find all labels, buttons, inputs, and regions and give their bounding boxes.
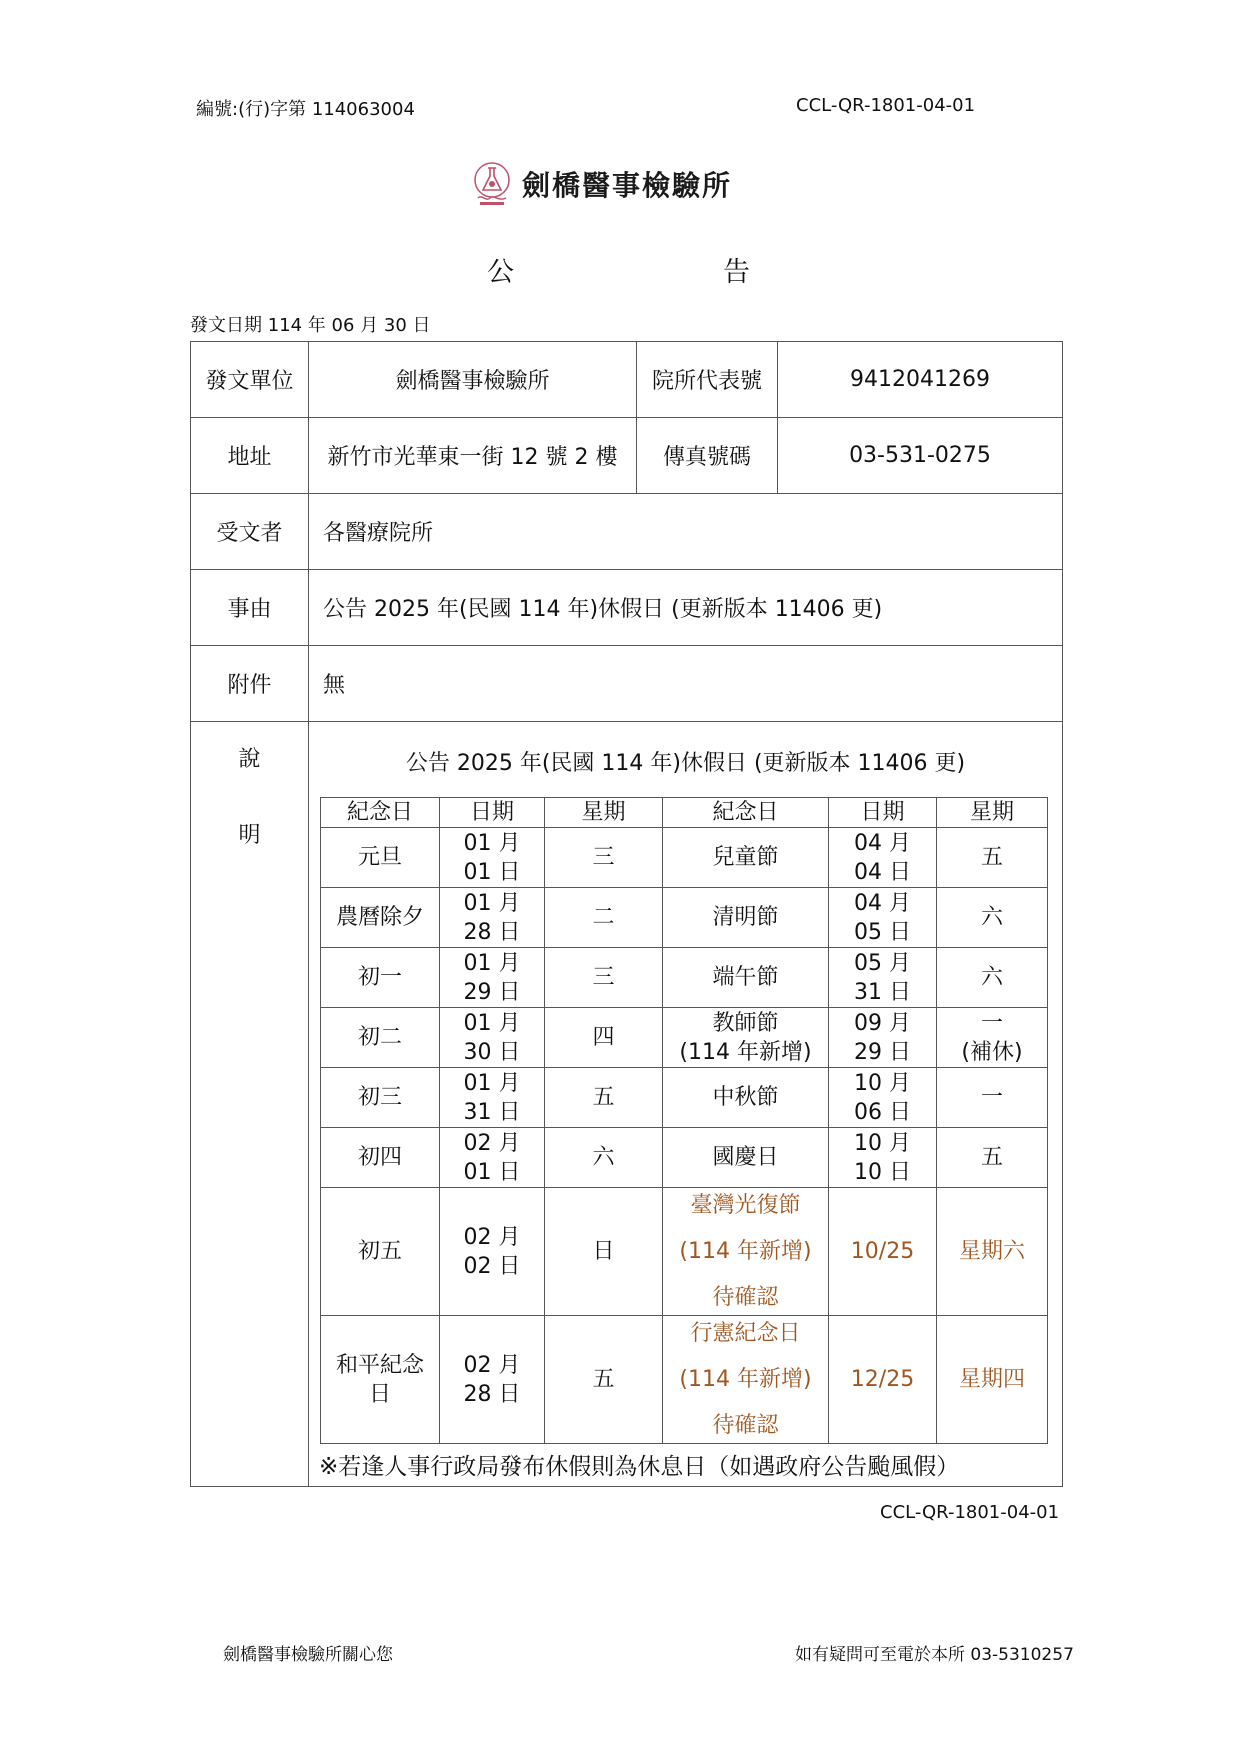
holiday-date — [440, 1128, 545, 1188]
new-in-114-note: (114 年新增) — [679, 1367, 812, 1392]
holiday-name — [663, 1008, 829, 1068]
day-text: 10 日 — [854, 1159, 911, 1185]
table-row — [321, 948, 1048, 1008]
pending-confirmation-note: 待確認 — [712, 1285, 779, 1310]
info-row-explanation — [191, 722, 1063, 1487]
new-in-114-note: (114 年新增) — [679, 1039, 812, 1065]
holiday-name-text: 日 — [368, 1381, 391, 1407]
holiday-name — [321, 1316, 440, 1444]
pending-holiday-name — [663, 1316, 829, 1444]
holiday-table — [320, 797, 1048, 1444]
table-row — [321, 1068, 1048, 1128]
holiday-date — [440, 828, 545, 888]
holiday-weekday: 一 — [937, 1068, 1048, 1128]
info-row-recipient — [191, 494, 1063, 570]
month-text: 09 月 — [854, 1010, 911, 1036]
table-row — [321, 1188, 1048, 1316]
holiday-weekday: 六 — [937, 948, 1048, 1008]
weekday-text: 一 — [980, 1010, 1003, 1036]
holiday-date — [440, 948, 545, 1008]
attachment-label: 附件 — [191, 646, 309, 722]
holiday-name-text: 教師節 — [712, 1010, 779, 1036]
holiday-date — [440, 1008, 545, 1068]
holiday-weekday: 六 — [545, 1128, 663, 1188]
holiday-name: 初四 — [321, 1128, 440, 1188]
org-header — [470, 160, 732, 208]
pending-holiday-weekday: 星期六 — [937, 1188, 1048, 1316]
explanation-content — [309, 722, 1063, 1487]
day-text: 04 日 — [854, 859, 911, 885]
info-row-attachment — [191, 646, 1063, 722]
month-text: 02 月 — [463, 1130, 521, 1156]
column-header: 星期 — [937, 798, 1048, 828]
day-text: 28 日 — [463, 919, 521, 945]
column-header: 日期 — [440, 798, 545, 828]
document-number: 編號:(行)字第 114063004 — [196, 99, 415, 120]
notice-info-table — [190, 341, 1063, 1487]
holiday-date — [829, 888, 937, 948]
day-text: 02 日 — [463, 1253, 521, 1279]
holiday-date — [829, 948, 937, 1008]
holiday-weekday: 二 — [545, 888, 663, 948]
holiday-weekday: 日 — [545, 1188, 663, 1316]
info-row-sender — [191, 342, 1063, 418]
recipient-value: 各醫療院所 — [309, 494, 1063, 570]
holiday-weekday: 五 — [545, 1068, 663, 1128]
address-value: 新竹市光華東一街 12 號 2 樓 — [309, 418, 637, 494]
holiday-date — [440, 888, 545, 948]
holiday-name: 清明節 — [663, 888, 829, 948]
pending-holiday-weekday: 星期四 — [937, 1316, 1048, 1444]
day-text: 01 日 — [463, 1159, 521, 1185]
holiday-name: 兒童節 — [663, 828, 829, 888]
holiday-name: 中秋節 — [663, 1068, 829, 1128]
fax-label: 傳真號碼 — [637, 418, 778, 494]
holiday-name: 初一 — [321, 948, 440, 1008]
explanation-label-char-2: 明 — [238, 823, 261, 848]
month-text: 02 月 — [463, 1224, 521, 1250]
month-text: 05 月 — [854, 950, 911, 976]
table-row — [321, 828, 1048, 888]
notice-title-char-1: 公 — [487, 257, 514, 288]
column-header: 紀念日 — [663, 798, 829, 828]
attachment-value: 無 — [309, 646, 1063, 722]
day-text: 29 日 — [854, 1039, 911, 1065]
month-text: 10 月 — [854, 1070, 911, 1096]
makeup-leave-note: (補休) — [961, 1039, 1023, 1065]
holiday-name-text: 和平紀念 — [335, 1352, 424, 1378]
day-text: 30 日 — [463, 1039, 521, 1065]
day-text: 28 日 — [463, 1381, 521, 1407]
month-text: 01 月 — [463, 830, 521, 856]
holiday-date — [829, 1068, 937, 1128]
holiday-weekday: 三 — [545, 948, 663, 1008]
month-text: 01 月 — [463, 1070, 521, 1096]
column-header: 紀念日 — [321, 798, 440, 828]
table-row — [321, 1008, 1048, 1068]
pending-holiday-date: 12/25 — [829, 1316, 937, 1444]
holiday-name: 元旦 — [321, 828, 440, 888]
holiday-name: 國慶日 — [663, 1128, 829, 1188]
holiday-weekday: 六 — [937, 888, 1048, 948]
holiday-weekday: 五 — [937, 828, 1048, 888]
holiday-weekday — [937, 1008, 1048, 1068]
info-row-subject — [191, 570, 1063, 646]
table-row — [321, 1128, 1048, 1188]
pending-holiday-name — [663, 1188, 829, 1316]
explanation-label-char-1: 說 — [238, 747, 261, 772]
issue-date: 發文日期 114 年 06 月 30 日 — [190, 315, 431, 336]
subject-value: 公告 2025 年(民國 114 年)休假日 (更新版本 11406 更) — [309, 570, 1063, 646]
column-header: 星期 — [545, 798, 663, 828]
holiday-date — [440, 1188, 545, 1316]
day-text: 06 日 — [854, 1099, 911, 1125]
holiday-name: 初五 — [321, 1188, 440, 1316]
clinic-code-label: 院所代表號 — [637, 342, 778, 418]
month-text: 01 月 — [463, 890, 521, 916]
holiday-table-header — [321, 798, 1048, 828]
explanation-title: 公告 2025 年(民國 114 年)休假日 (更新版本 11406 更) — [405, 751, 966, 776]
column-header: 日期 — [829, 798, 937, 828]
clinic-code-value: 9412041269 — [778, 342, 1063, 418]
month-text: 04 月 — [854, 830, 911, 856]
form-code: CCL-QR-1801-04-01 — [796, 95, 976, 116]
typhoon-holiday-note: ※若逢人事行政局發布休假則為休息日（如遇政府公告颱風假） — [319, 1454, 960, 1480]
holiday-weekday: 五 — [937, 1128, 1048, 1188]
holiday-name-text: 臺灣光復節 — [690, 1193, 801, 1218]
holiday-name: 初三 — [321, 1068, 440, 1128]
footer-form-code: CCL-QR-1801-04-01 — [880, 1502, 1060, 1523]
day-text: 31 日 — [463, 1099, 521, 1125]
lab-flask-logo-icon — [470, 160, 514, 208]
holiday-name: 端午節 — [663, 948, 829, 1008]
pending-holiday-date: 10/25 — [829, 1188, 937, 1316]
info-row-address — [191, 418, 1063, 494]
holiday-name: 初二 — [321, 1008, 440, 1068]
holiday-date — [829, 828, 937, 888]
notice-title — [487, 250, 750, 289]
sender-value: 劍橋醫事檢驗所 — [309, 342, 637, 418]
notice-title-char-2: 告 — [723, 257, 750, 288]
month-text: 10 月 — [854, 1130, 911, 1156]
month-text: 01 月 — [463, 950, 521, 976]
holiday-weekday: 四 — [545, 1008, 663, 1068]
month-text: 04 月 — [854, 890, 911, 916]
table-row — [321, 1316, 1048, 1444]
pending-confirmation-note: 待確認 — [712, 1413, 779, 1438]
sender-label: 發文單位 — [191, 342, 309, 418]
explanation-label — [191, 722, 309, 1487]
day-text: 05 日 — [854, 919, 911, 945]
holiday-date — [440, 1068, 545, 1128]
org-title: 劍橋醫事檢驗所 — [522, 169, 733, 202]
table-row — [321, 888, 1048, 948]
holiday-weekday: 三 — [545, 828, 663, 888]
holiday-weekday: 五 — [545, 1316, 663, 1444]
subject-label: 事由 — [191, 570, 309, 646]
holiday-date — [440, 1316, 545, 1444]
fax-value: 03-531-0275 — [778, 418, 1063, 494]
holiday-date — [829, 1008, 937, 1068]
day-text: 29 日 — [463, 979, 521, 1005]
new-in-114-note: (114 年新增) — [679, 1239, 812, 1264]
holiday-name: 農曆除夕 — [321, 888, 440, 948]
day-text: 01 日 — [463, 859, 521, 885]
footer-care-message: 劍橋醫事檢驗所關心您 — [223, 1645, 393, 1665]
footer-contact-phone: 如有疑問可至電於本所 03-5310257 — [795, 1645, 1074, 1665]
holiday-name-text: 行憲紀念日 — [690, 1321, 801, 1346]
month-text: 02 月 — [463, 1352, 521, 1378]
holiday-date — [829, 1128, 937, 1188]
address-label: 地址 — [191, 418, 309, 494]
day-text: 31 日 — [854, 979, 911, 1005]
recipient-label: 受文者 — [191, 494, 309, 570]
month-text: 01 月 — [463, 1010, 521, 1036]
